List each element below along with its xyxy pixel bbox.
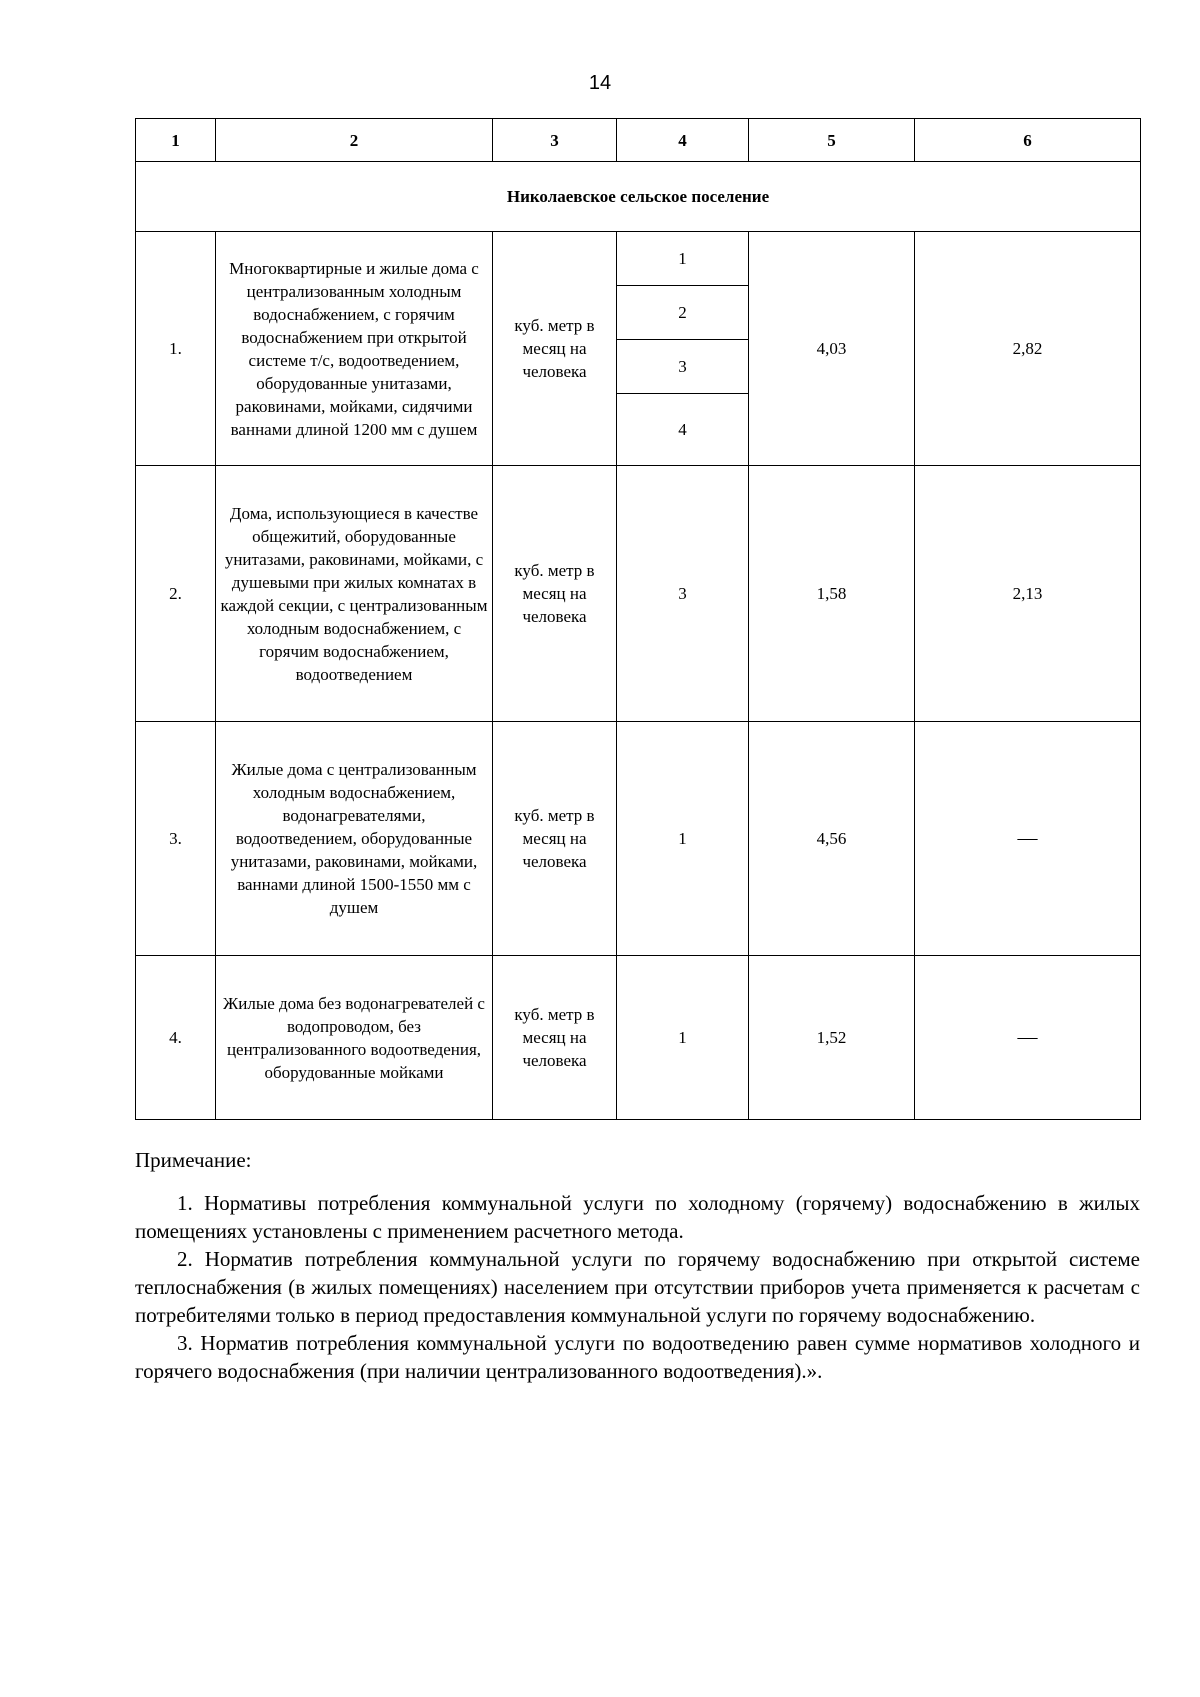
norms-table: [135, 118, 1141, 1120]
row-unit: куб. метр в месяц на человека: [493, 466, 617, 722]
column-header: 6: [915, 119, 1141, 162]
row-col6-value: —: [915, 722, 1141, 956]
row-col5-value: 1,58: [749, 466, 915, 722]
row-col4-value: 1: [617, 956, 749, 1120]
section-row: [136, 162, 1141, 232]
column-header: 2: [216, 119, 493, 162]
row-unit: куб. метр в месяц на человека: [493, 232, 617, 466]
row-number: 4.: [136, 956, 216, 1120]
notes-heading: Примечание:: [135, 1148, 252, 1172]
row-col4-value: 3: [617, 466, 749, 722]
row-col6-value: 2,82: [915, 232, 1141, 466]
notes-section: [135, 1146, 1140, 1385]
table-row: [136, 956, 1141, 1120]
column-header: 4: [617, 119, 749, 162]
row-number: 3.: [136, 722, 216, 956]
row-col5-value: 1,52: [749, 956, 915, 1120]
table-row: [136, 466, 1141, 722]
row-description: Дома, использующиеся в качестве общежитий, оборудованные унитазами, раковинами, мойками, с душевыми при жилых комнатах в каждой секции, с централизованным холодным водоснабжением, с горячим водоснабжением, водоотведением: [216, 466, 493, 722]
row-description: Жилые дома с централизованным холодным водоснабжением, водонагревателями, водоотведением, оборудованные унитазами, раковинами, мойками, ваннами длиной 1500-1550 мм с душем: [216, 722, 493, 956]
row-unit: куб. метр в месяц на человека: [493, 722, 617, 956]
row-col4-value: 1: [617, 722, 749, 956]
section-title: Николаевское сельское поселение: [136, 162, 1141, 232]
table-row: [136, 232, 1141, 286]
row-col6-value: —: [915, 956, 1141, 1120]
row-col4-value: 3: [617, 340, 749, 394]
row-col4-value: 4: [617, 394, 749, 466]
column-header: 1: [136, 119, 216, 162]
row-description: Жилые дома без водонагревателей с водопроводом, без централизованного водоотведения, оборудованные мойками: [216, 956, 493, 1120]
row-col5-value: 4,03: [749, 232, 915, 466]
row-col5-value: 4,56: [749, 722, 915, 956]
row-description: Многоквартирные и жилые дома с централизованным холодным водоснабжением, с горячим водоснабжением при открытой системе т/с, водоотведением, оборудованные унитазами, раковинами, мойками, сидячими ваннами длиной 1200 мм с душем: [216, 232, 493, 466]
note-item: 1. Нормативы потребления коммунальной услуги по холодному (горячему) водоснабжению в жилых помещениях установлены с применением расчетного метода.: [135, 1191, 1140, 1243]
row-number: 2.: [136, 466, 216, 722]
row-unit: куб. метр в месяц на человека: [493, 956, 617, 1120]
page-number: 14: [588, 72, 612, 94]
note-item: 3. Норматив потребления коммунальной услуги по водоотведению равен сумме нормативов холодного и горячего водоснабжения (при наличии централизованного водоотведения).».: [135, 1331, 1140, 1383]
row-col4-value: 1: [617, 232, 749, 286]
table-header-row: [136, 119, 1141, 162]
row-col4-value: 2: [617, 286, 749, 340]
note-item: 2. Норматив потребления коммунальной услуги по горячему водоснабжению при открытой системе теплоснабжения (в жилых помещениях) населением при отсутствии приборов учета применяется к расчетам с потребителями только в период предоставления коммунальной услуги по горячему водоснабжению.: [135, 1247, 1140, 1327]
column-header: 5: [749, 119, 915, 162]
table-row: [136, 722, 1141, 956]
column-header: 3: [493, 119, 617, 162]
row-number: 1.: [136, 232, 216, 466]
row-col6-value: 2,13: [915, 466, 1141, 722]
